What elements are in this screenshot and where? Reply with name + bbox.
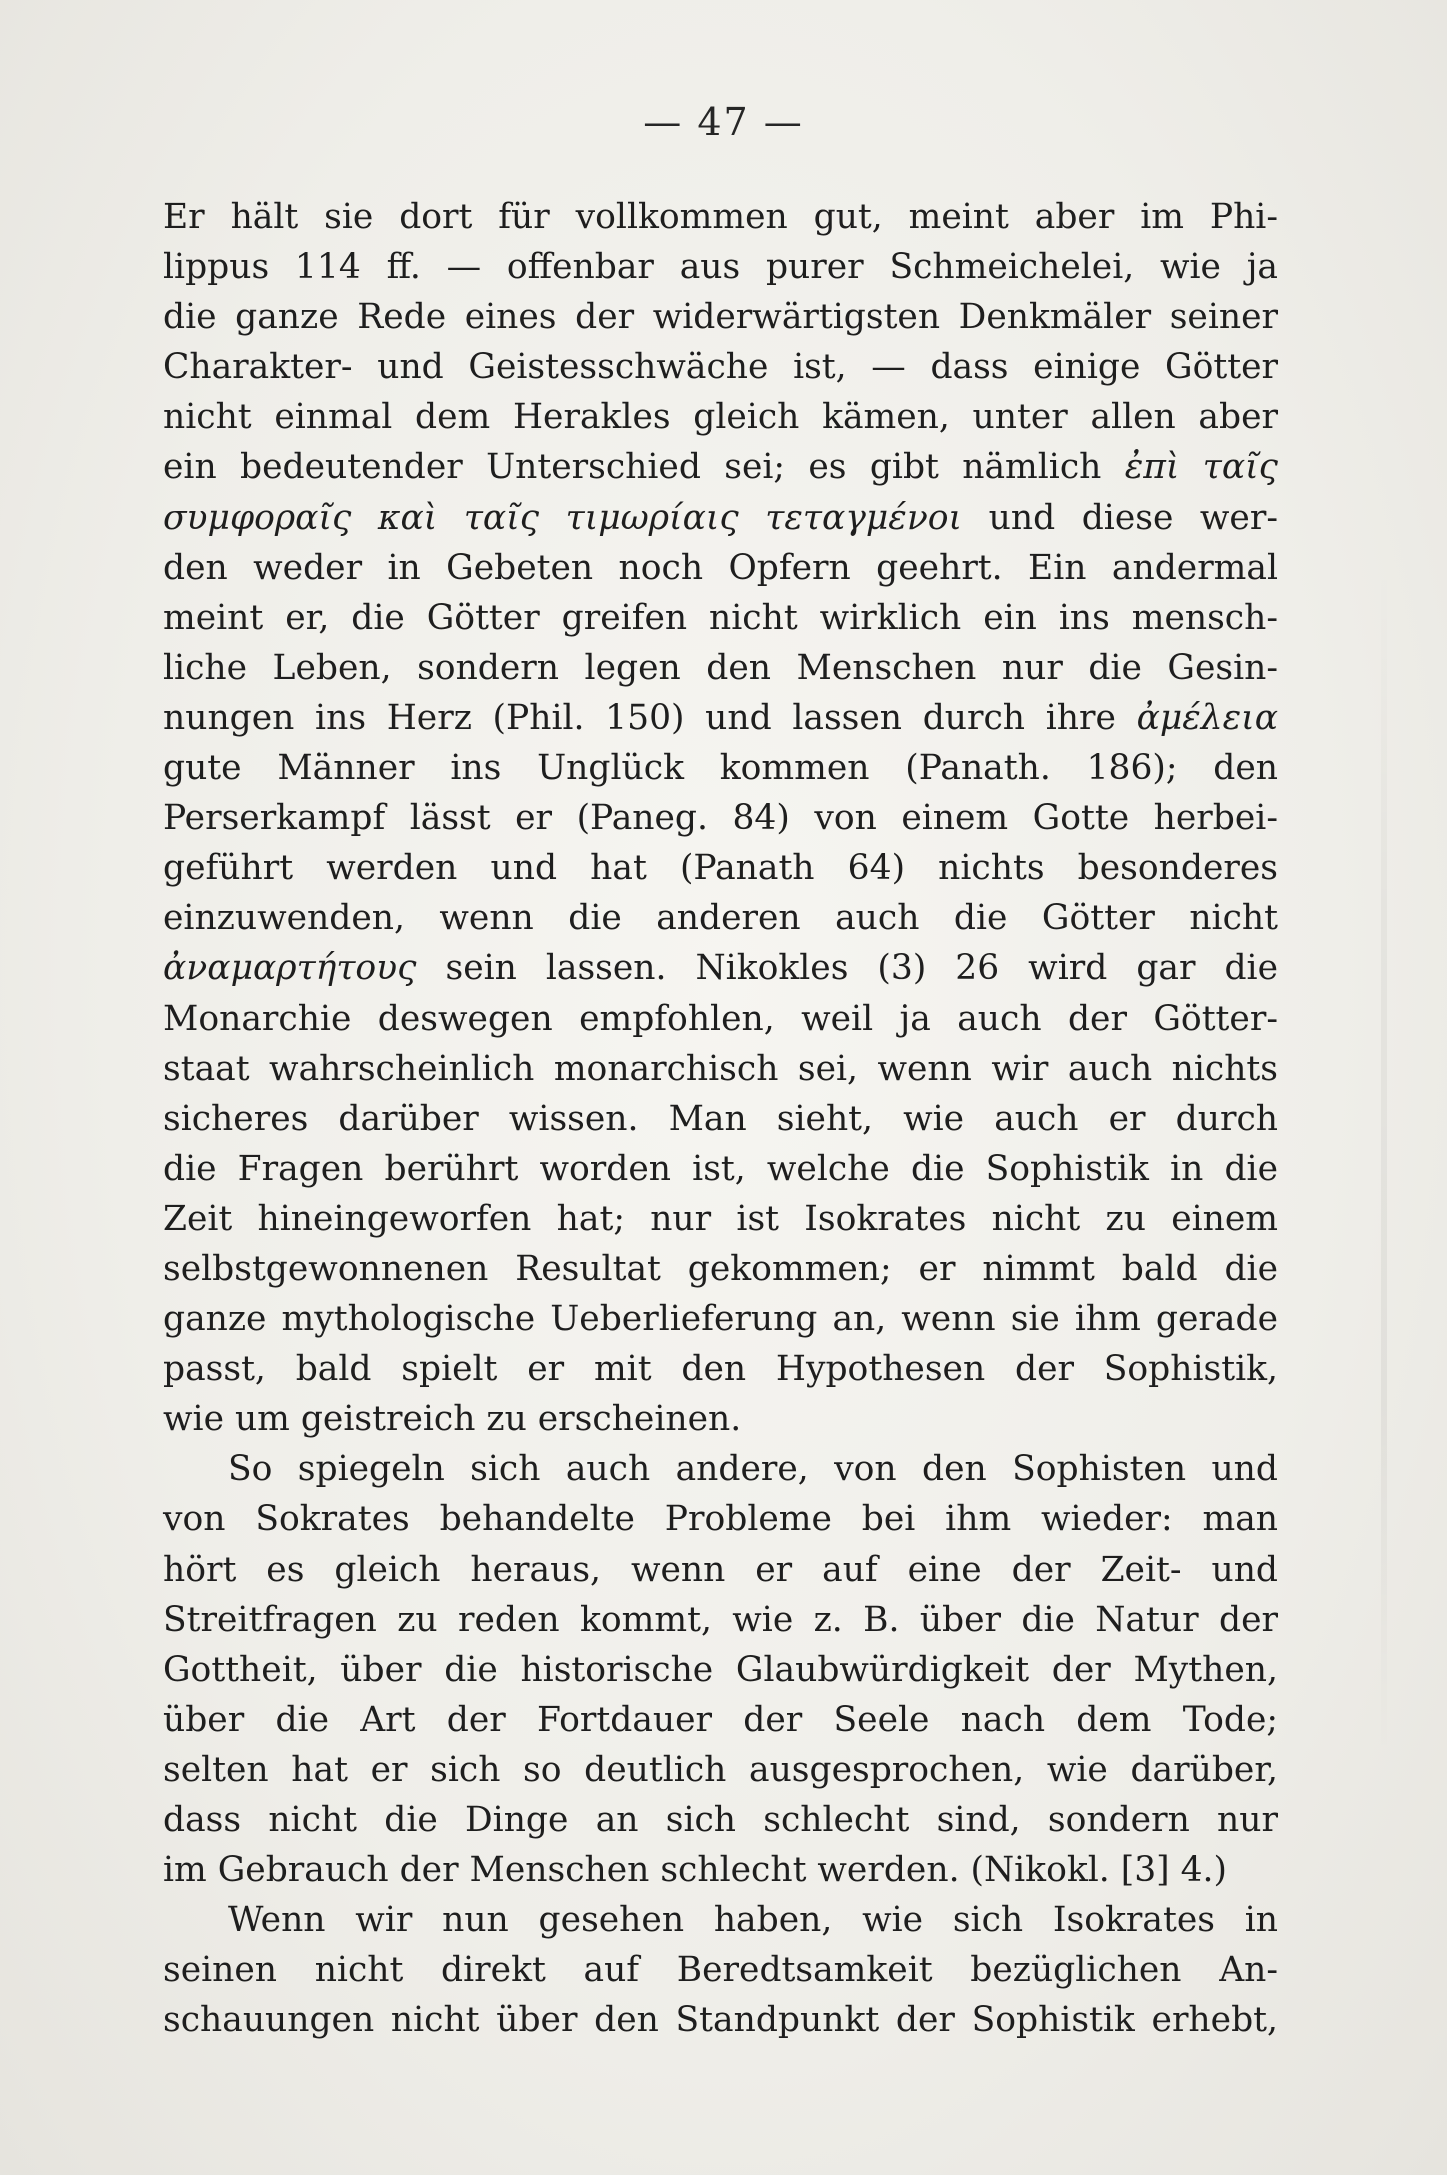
paragraph-3 [163, 1895, 1278, 2045]
text-line: über die Art der Fortdauer der Seele nach dem Tode; [163, 1699, 1278, 1740]
text-line: dass nicht die Dinge an sich schlecht sind, sondern nur [163, 1800, 1278, 1840]
greek-phrase: ἀμέλεια [1136, 697, 1278, 738]
body-text [163, 192, 1278, 2045]
text-line: seinen nicht direkt auf Beredtsamkeit bezüglichen An- [163, 1950, 1278, 1991]
text-line: staat wahrscheinlich monarchisch sei, wenn wir auch nichts [163, 1048, 1278, 1089]
text-line: passt, bald spielt er mit den Hypothesen der Sophistik, [163, 1349, 1278, 1390]
text-line: von Sokrates behandelte Probleme bei ihm wieder: man [163, 1499, 1278, 1540]
text-line: hört es gleich heraus, wenn er auf eine der Zeit- und [163, 1549, 1278, 1590]
text-line: die Fragen berührt worden ist, welche die Sophistik in die [163, 1148, 1278, 1189]
text-line: ganze mythologische Ueberlieferung an, wenn sie ihm gerade [163, 1299, 1278, 1340]
text-line: die ganze Rede eines der widerwärtigsten Denkmäler seiner [163, 297, 1278, 338]
text-line: nicht einmal dem Herakles gleich kämen, unter allen aber [163, 397, 1278, 438]
text-line: So spiegeln sich auch andere, von den Sophisten und [228, 1449, 1278, 1490]
greek-phrase: ἐπὶ ταῖς [1124, 447, 1278, 488]
text-line: schauungen nicht über den Standpunkt der Sophistik erhebt, [163, 2000, 1278, 2041]
text-line: einzuwenden, wenn die anderen auch die Götter nicht [163, 898, 1278, 939]
page-number: — 47 — [643, 100, 804, 144]
text-line: συμφοραῖς καὶ ταῖς τιμωρίαις τεταγμένοι und diese wer- [163, 497, 1279, 538]
text-line: nungen ins Herz (Phil. 150) und lassen durch ihre ἀμέλεια [163, 697, 1278, 738]
text-line: wie um geistreich zu erscheinen. [163, 1399, 742, 1440]
paragraph-1 [163, 192, 1278, 1444]
text-line: geführt werden und hat (Panath 64) nichts besonderes [163, 848, 1278, 889]
text-line: meint er, die Götter greifen nicht wirklich ein ins mensch- [163, 597, 1278, 638]
text-line: lippus 114 ff. — offenbar aus purer Schmeichelei, wie ja [163, 247, 1278, 288]
text-line: im Gebrauch der Menschen schlecht werden. (Nikokl. [3] 4.) [163, 1850, 1227, 1891]
text-line: Gottheit, über die historische Glaubwürdigkeit der Mythen, [163, 1649, 1278, 1690]
text-line: Charakter- und Geistesschwäche ist, — dass einige Götter [163, 347, 1278, 388]
text-line: Wenn wir nun gesehen haben, wie sich Isokrates in [228, 1900, 1278, 1941]
greek-phrase: ἀναμαρτήτους [163, 948, 417, 989]
text-line: Perserkampf lässt er (Paneg. 84) von einem Gotte herbei- [163, 798, 1278, 839]
text-line: sicheres darüber wissen. Man sieht, wie auch er durch [163, 1098, 1278, 1139]
show-through-shadow [1381, 560, 1387, 1760]
greek-phrase: συμφοραῖς καὶ ταῖς τιμωρίαις τεταγμένοι [163, 497, 963, 538]
paragraph-2 [163, 1444, 1278, 1895]
text-line: selbstgewonnenen Resultat gekommen; er nimmt bald die [163, 1248, 1278, 1289]
text-line: gute Männer ins Unglück kommen (Panath. 186); den [163, 748, 1278, 789]
text-line: Er hält sie dort für vollkommen gut, meint aber im Phi- [163, 197, 1278, 237]
text-line: Zeit hineingeworfen hat; nur ist Isokrates nicht zu einem [163, 1198, 1278, 1239]
text-line: ein bedeutender Unterschied sei; es gibt nämlich ἐπὶ ταῖς [163, 447, 1278, 488]
text-line: Monarchie deswegen empfohlen, weil ja auch der Götter- [163, 998, 1278, 1039]
text-line: den weder in Gebeten noch Opfern geehrt. Ein andermal [163, 547, 1278, 588]
text-line: Streitfragen zu reden kommt, wie z. B. über die Natur der [163, 1599, 1278, 1640]
text-line: ἀναμαρτήτους sein lassen. Nikokles (3) 26 wird gar die [163, 948, 1278, 989]
text-line: liche Leben, sondern legen den Menschen nur die Gesin- [163, 647, 1278, 688]
text-line: selten hat er sich so deutlich ausgesprochen, wie darüber, [163, 1749, 1278, 1790]
